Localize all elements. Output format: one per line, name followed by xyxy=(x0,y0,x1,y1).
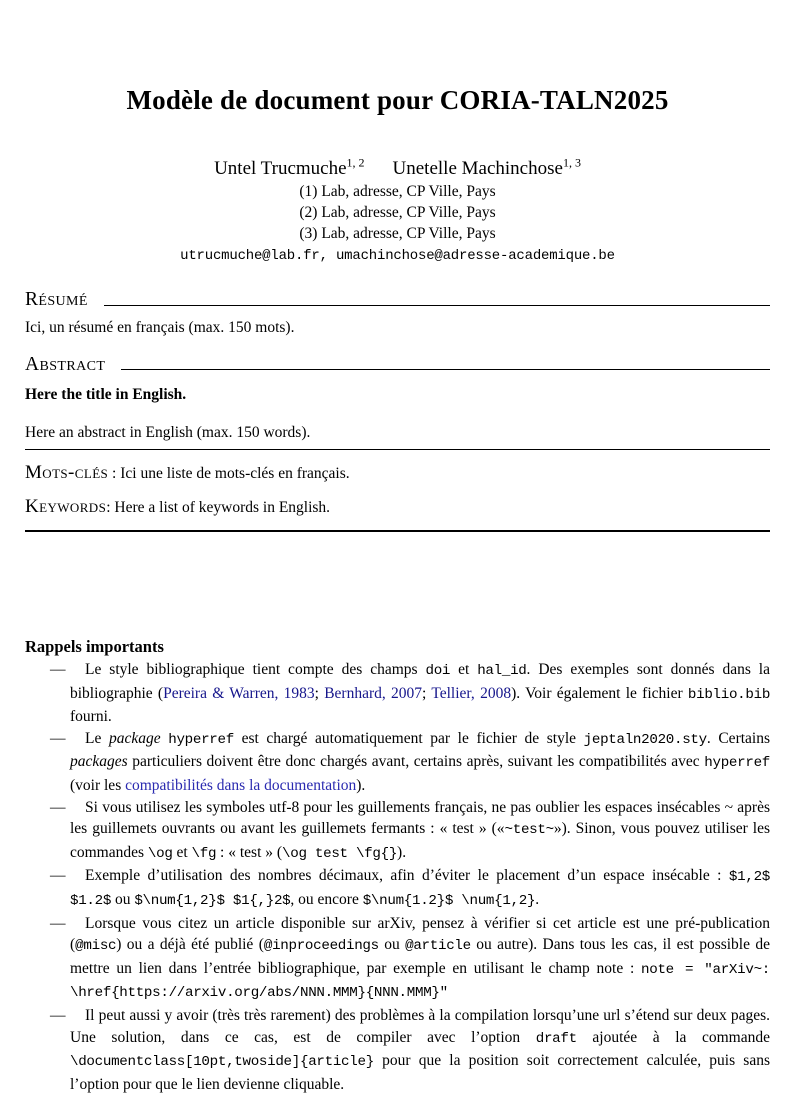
code-inline: doi xyxy=(425,663,451,679)
resume-section-header xyxy=(25,290,770,310)
keywords-line xyxy=(25,497,770,518)
text-run: Il peut aussi y avoir (très très rarement) des problèmes à la compilation lorsqu’une url s’étend sur deux pages. Une solution, dans ce cas, est de compiler avec l’option xyxy=(70,1006,770,1046)
author-1-affiliation-superscript: 1, 2 xyxy=(346,155,365,170)
text-run: ou autre). Dans tous les cas, il est possible de mettre un lien dans l’entrée bibliographique, par exemple en utilisant le champ note : xyxy=(70,936,771,977)
text-run: : « test » ( xyxy=(216,843,283,861)
text-run: Le xyxy=(85,729,109,747)
text-run: (voir les xyxy=(70,776,126,794)
reminders-list xyxy=(25,659,770,1095)
code-inline: biblio.bib xyxy=(687,686,771,703)
resume-rule xyxy=(104,305,770,306)
keywords-separator: : xyxy=(106,499,115,516)
author-emails[interactable]: utrucmuche@lab.fr, umachinchose@adresse-academique.be xyxy=(180,248,615,264)
item-dash-marker: — xyxy=(50,729,66,747)
code-inline: \fg xyxy=(191,845,217,862)
motscles-label: Mots-clés xyxy=(25,462,109,483)
text-run: ; xyxy=(422,684,432,702)
authors-line xyxy=(25,156,770,181)
code-inline: @article xyxy=(405,938,471,955)
code-inline: hyperref xyxy=(704,755,770,772)
reminder-item-4 xyxy=(25,865,770,912)
text-run: Exemple d’utilisation des nombres décimaux, afin d’éviter le placement d’un espace insécable : xyxy=(85,867,729,885)
text-run: Lorsque vous citez un article disponible sur arXiv, pensez à vérifier si cet article est une pré-publication ( xyxy=(70,914,770,954)
text-run: ). xyxy=(397,843,407,861)
code-inline: \documentclass[10pt,twoside]{article} xyxy=(70,1054,374,1071)
code-inline: $\num{1.2}$ \num{1,2} xyxy=(362,892,536,909)
code-inline: @inproceedings xyxy=(263,938,379,955)
text-run: . Des exemples sont donnés dans la bibliographie ( xyxy=(70,661,770,702)
affiliation-line-1: (1) Lab, adresse, CP Ville, Pays xyxy=(299,183,496,200)
author-2 xyxy=(392,155,581,179)
hyperlink[interactable]: compatibilités dans la documentation xyxy=(125,776,357,794)
keywords-text: Here a list of keywords in English. xyxy=(114,499,331,516)
page-title: Modèle de document pour CORIA-TALN2025 xyxy=(126,85,669,115)
text-run: est chargé automatiquement par le fichier de style xyxy=(233,729,584,747)
author-2-affiliation-superscript: 1, 3 xyxy=(562,155,581,170)
text-run: fourni. xyxy=(70,708,112,726)
abstract-rule xyxy=(121,369,770,370)
text-run: ). Voir également le fichier xyxy=(511,684,688,702)
reminder-item-5 xyxy=(25,913,770,1005)
italic-text: package xyxy=(108,729,161,747)
citation-link[interactable]: Pereira & Warren, 1983 xyxy=(163,684,315,702)
item-dash-marker: — xyxy=(50,661,66,678)
italic-text: packages xyxy=(70,753,128,771)
text-run: ) ou a déjà été publié ( xyxy=(116,936,264,954)
code-inline: hyperref xyxy=(168,731,234,748)
text-run: pour que la position soit correctement calculée, puis sans l’option pour que le lien devienne cliquable. xyxy=(70,1052,770,1093)
author-2-name: Unetelle Machinchose xyxy=(392,158,563,179)
text-run: »). Sinon, vous pouvez utiliser les commandes xyxy=(70,820,770,861)
abstract-block xyxy=(25,290,770,532)
item-dash-marker: — xyxy=(50,867,66,885)
motscles-text: Ici une liste de mots-clés en français. xyxy=(120,465,350,482)
author-1-name: Untel Trucmuche xyxy=(214,158,347,179)
reminders-heading: Rappels importants xyxy=(25,637,164,656)
keywords-label: Keywords xyxy=(25,496,107,517)
citation-link[interactable]: Bernhard, 2007 xyxy=(324,684,423,702)
text-run: Si vous utilisez les symboles utf-8 pour les guillements français, ne pas oublier les espaces insécables ~ après les guillemets ouvrants ou avant les guillemets fermants : « test » (« xyxy=(70,798,770,838)
text-run: ou xyxy=(378,936,406,954)
code-inline: ~test~ xyxy=(504,822,554,839)
text-run: et xyxy=(450,661,478,678)
code-inline: @misc xyxy=(75,938,117,955)
code-inline: hal_id xyxy=(477,663,527,679)
abstract-block-bottom-rule xyxy=(25,530,770,532)
abstract-section-header xyxy=(25,355,770,375)
code-inline: $1,2$ $1.2$ xyxy=(70,869,770,909)
motscles-line xyxy=(25,463,770,484)
affiliation-line-2: (2) Lab, adresse, CP Ville, Pays xyxy=(299,204,496,221)
reminder-item-6 xyxy=(25,1005,770,1095)
text-run: . xyxy=(535,890,540,908)
text-run: Le style bibliographique tient compte des champs xyxy=(85,661,426,678)
abstract-label: Abstract xyxy=(25,353,106,375)
item-dash-marker: — xyxy=(50,1006,66,1024)
code-inline: $\num{1,2}$ $1{,}2$ xyxy=(134,892,291,909)
author-1 xyxy=(214,155,365,179)
text-run: ou xyxy=(111,890,135,908)
resume-label: Résumé xyxy=(25,289,88,310)
resume-text: Ici, un résumé en français (max. 150 mots). xyxy=(25,318,295,336)
text-run: ; xyxy=(314,684,325,702)
text-run: particuliers doivent être donc chargés avant, certains après, suivant les compatibilités avec xyxy=(127,753,705,771)
code-inline: jeptaln2020.sty xyxy=(583,731,707,748)
reminders-section xyxy=(25,636,770,1095)
affiliation-line-3: (3) Lab, adresse, CP Ville, Pays xyxy=(299,225,496,242)
code-inline: \og xyxy=(147,845,173,862)
text-run: ). xyxy=(356,776,366,794)
citation-link[interactable]: Tellier, 2008 xyxy=(431,684,512,702)
code-inline: \og test \fg{} xyxy=(282,845,398,862)
text-run: ajoutée à la commande xyxy=(576,1028,770,1046)
reminder-item-3 xyxy=(25,797,770,866)
code-inline: draft xyxy=(535,1030,577,1047)
text-run: , ou encore xyxy=(290,890,363,908)
item-dash-marker: — xyxy=(50,914,66,932)
item-dash-marker: — xyxy=(50,798,66,816)
text-run: . Certains xyxy=(706,729,771,747)
reminder-item-1 xyxy=(25,659,770,728)
document-header xyxy=(25,84,770,266)
reminder-item-2 xyxy=(25,728,770,797)
motscles-separator: : xyxy=(108,465,121,482)
text-run: et xyxy=(172,843,192,861)
code-inline: note = "arXiv~: \href{https://arxiv.org/abs/NNN.MMM}{NNN.MMM}" xyxy=(70,961,770,1002)
english-abstract: Here an abstract in English (max. 150 words). xyxy=(25,422,770,450)
english-title: Here the title in English. xyxy=(25,386,187,403)
